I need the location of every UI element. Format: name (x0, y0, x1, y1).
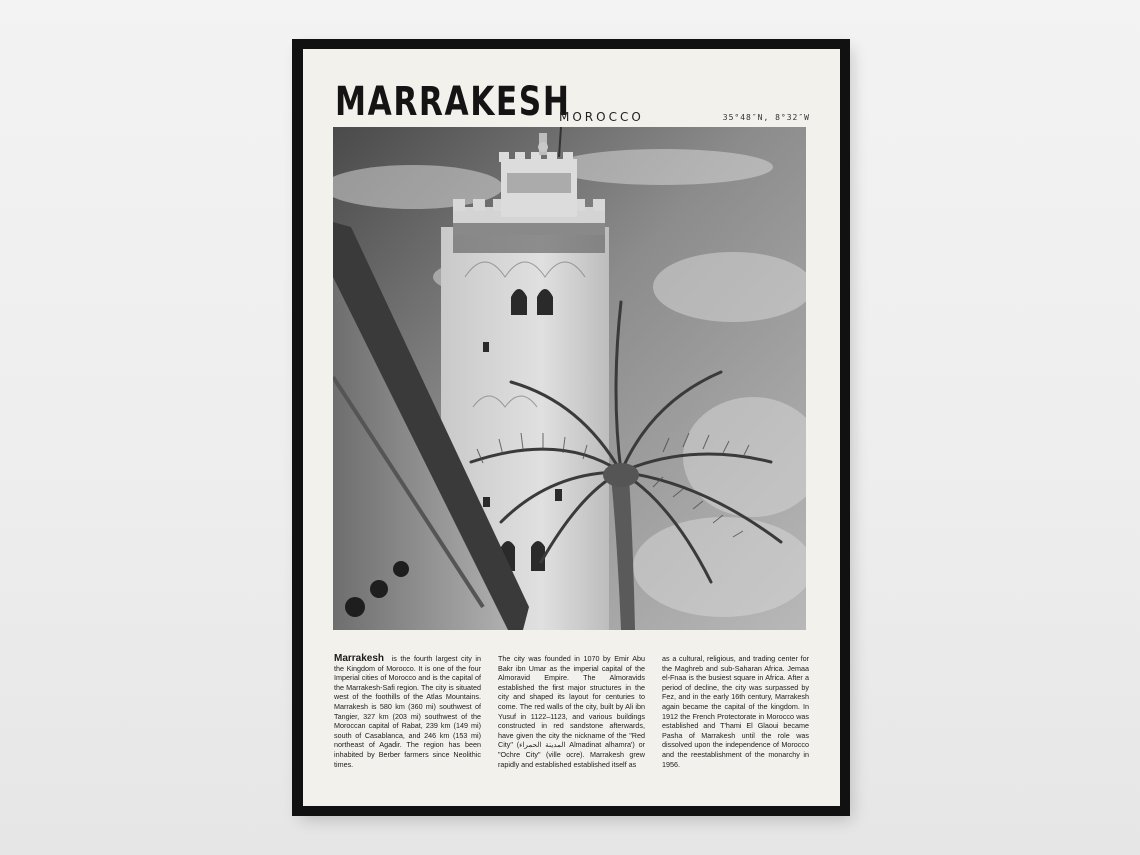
body-column-1-text: is the fourth largest city in the Kingdom of Morocco. It is one of the four Imperial cities of Morocco and is the capital of the Marrakesh-Safi region. The city is situated west of the foothills of the Atlas Mountains. Marrakesh is 580 km (360 mi) southwest of Tangier, 327 km (203 mi) southwest of the Moroccan capital of Rabat, 239 km (149 mi) south of Casablanca, and 246 km (153 mi) northeast of Agadir. The region has been inhabited by Berber farmers since Neolithic times. (334, 654, 481, 769)
minaret-photo-illustration (333, 127, 806, 630)
body-column-2: The city was founded in 1070 by Emir Abu Bakr ibn Umar as the imperial capital of the Almoravid Empire. The Almoravids established the first major structures in the city and shaped its layout for centuries to come. The red walls of the city, built by Ali ibn Yusuf in 1122–1123, and various buildings constructed in red sandstone afterwards, have given the city the nickname of the "Red City" (المدينة الحمراء Almadinat alhamra') or "Ochre City" (ville ocre). Marrakesh grew rapidly and established established itself as (498, 654, 646, 769)
poster-body-text (334, 654, 809, 784)
poster-mat (303, 49, 840, 806)
poster-subtitle: MOROCCO (559, 110, 644, 124)
body-column-3: as a cultural, religious, and trading center for the Maghreb and sub-Saharan Africa. Jemaa el-Fnaa is the busiest square in Africa. After a period of decline, the city was surpassed by Fez, and in the early 16th century, Marrakesh again became the capital of the kingdom. In 1912 the French Protectorate in Morocco was established and T'hami El Glaoui became Pasha of Marrakesh until the role was dissolved upon the independence of Morocco and the reestablishment of the monarchy in 1956. (662, 654, 809, 769)
poster-frame (292, 39, 850, 816)
poster-title: MARRAKESH (335, 79, 571, 125)
poster-photo (333, 127, 806, 630)
body-lead-word: Marrakesh (334, 653, 385, 664)
poster-coordinates: 35°48″N, 8°32″W (722, 113, 810, 122)
body-column-1 (334, 654, 481, 784)
